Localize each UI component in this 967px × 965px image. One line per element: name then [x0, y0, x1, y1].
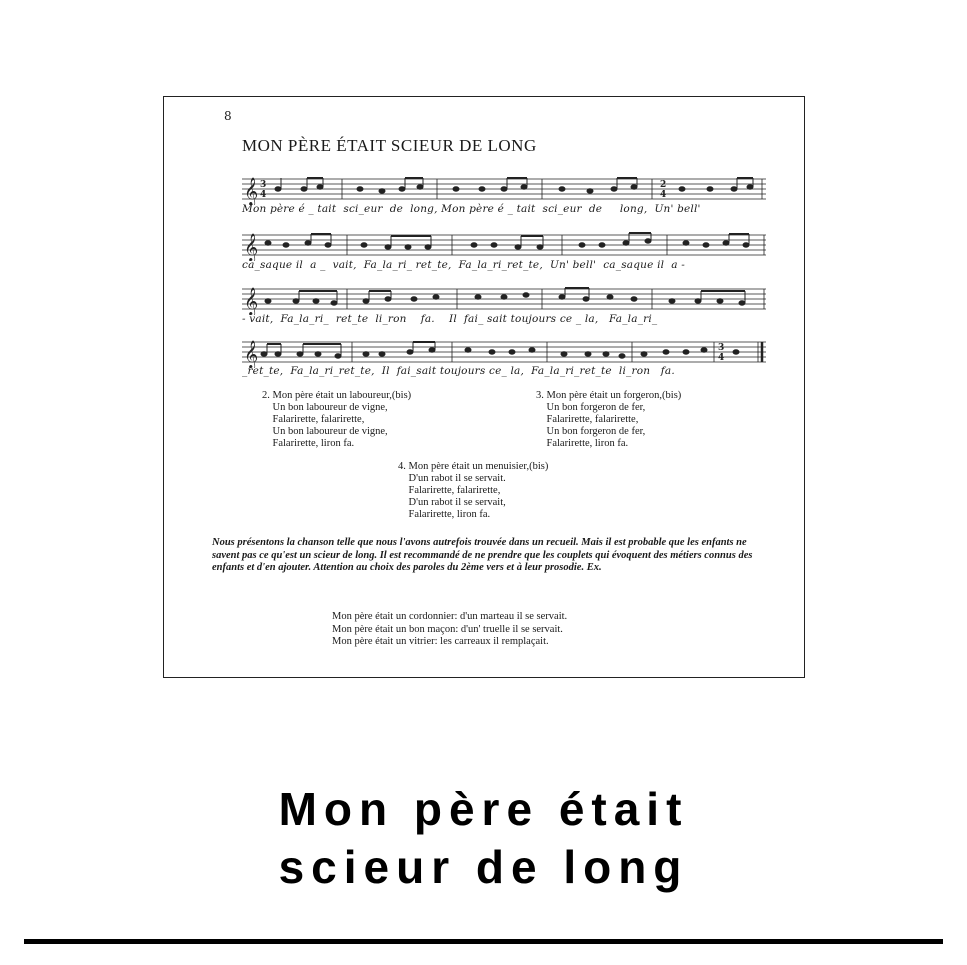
verse-2-line: 2. Mon père était un laboureur,(bis): [262, 390, 412, 401]
lyric-line-2: ca_saque il a _ vait, Fa_la_ri_ ret_te, Fa_la_ri_ret_te, Un' bell' ca_saque il a -: [242, 259, 686, 271]
verse-3-line: Falarirette, liron fa.: [536, 438, 629, 449]
svg-text:𝄞: 𝄞: [244, 287, 259, 315]
verse-4: [398, 461, 548, 521]
song-title: MON PÈRE ÉTAIT SCIEUR DE LONG: [242, 136, 537, 155]
lyric-line-3: - vait, Fa_la_ri_ ret_te li_ron fa. Il fai_ sait toujours ce _ la, Fa_la_ri_: [242, 313, 658, 325]
svg-text:3: 3: [718, 343, 725, 353]
verse-4-line: Falarirette, falarirette,: [398, 485, 501, 496]
verse-4-line: D'un rabot il se servait,: [398, 497, 506, 508]
editorial-note: Nous présentons la chanson telle que nous l'avons autrefois trouvée dans un recueil. Mais il est probable que les enfants ne savent pas ce qu'est un scieur de long. Il est recommandé de ne prendre que les couplets qui évoquent des métiers connus des enfants et d'en ajouter. Attention au choix des paroles du 2ème vers et à leur prosodie. Ex.: [212, 537, 753, 573]
staff-1: [242, 175, 766, 205]
staff-4: [242, 338, 766, 368]
svg-text:4: 4: [660, 190, 667, 200]
verse-4-line: 4. Mon père était un menuisier,(bis): [398, 461, 549, 472]
svg-text:𝄞: 𝄞: [244, 340, 259, 368]
svg-text:𝄞: 𝄞: [244, 177, 259, 205]
lyric-line-4: _ret_te, Fa_la_ri_ret_te, Il fai_sait toujours ce_ la, Fa_la_ri_ret_te li_ron fa.: [242, 365, 675, 377]
caption-line-2: scieur de long: [278, 841, 689, 893]
score-page: [163, 96, 805, 678]
verse-3-line: Un bon forgeron de fer,: [536, 402, 646, 413]
verse-4-line: D'un rabot il se servait.: [398, 473, 506, 484]
svg-text:3: 3: [260, 180, 267, 190]
page-number: 8: [224, 109, 232, 123]
svg-text:2: 2: [660, 180, 667, 190]
svg-text:4: 4: [260, 190, 267, 200]
example-lines: [332, 611, 567, 649]
verse-3: [536, 390, 681, 450]
verse-2-line: Un bon laboureur de vigne,: [262, 402, 388, 413]
verse-3-line: Un bon forgeron de fer,: [536, 426, 646, 437]
verse-2-line: Falarirette, falarirette,: [262, 414, 365, 425]
verse-2-line: Falarirette, liron fa.: [262, 438, 355, 449]
verse-4-line: Falarirette, liron fa.: [398, 509, 491, 520]
verse-3-line: 3. Mon père était un forgeron,(bis): [536, 390, 682, 401]
svg-text:𝄞: 𝄞: [244, 233, 259, 261]
example-line: Mon père était un vitrier: les carreaux il remplaçait.: [332, 636, 549, 647]
staff-2: [242, 231, 766, 261]
lyric-line-1: Mon père é _ tait sci_eur de long, Mon père é _ tait sci_eur de long, Un' bell': [242, 203, 701, 215]
example-line: Mon père était un bon maçon: d'un' truelle il se servait.: [332, 623, 563, 635]
verse-3-line: Falarirette, falarirette,: [536, 414, 639, 425]
example-line: Mon père était un cordonnier: d'un marteau il se servait.: [332, 611, 568, 622]
staff-3: [242, 285, 766, 315]
bottom-divider: [24, 939, 943, 944]
verse-2: [262, 390, 411, 450]
verse-2-line: Un bon laboureur de vigne,: [262, 426, 388, 437]
caption-line-1: Mon père était: [278, 783, 689, 835]
svg-text:4: 4: [718, 353, 725, 363]
